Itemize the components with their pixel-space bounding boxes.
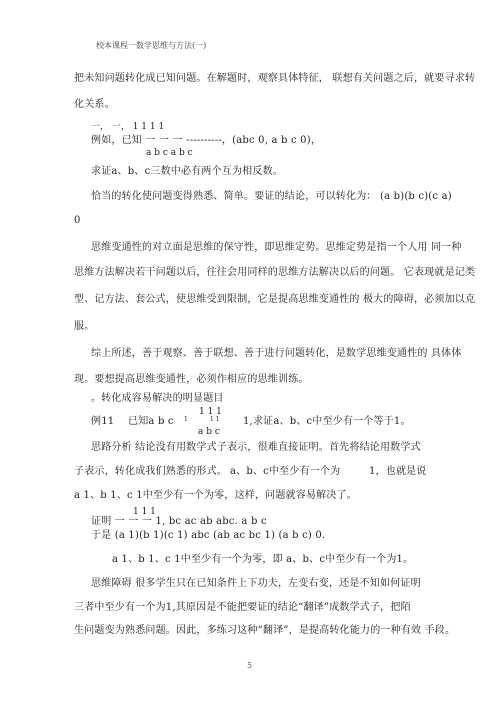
- obstacle-line: 生问题变为熟悉问题。因此，多练习这种“翻译”，是提高转化能力的一种有效 手段。: [74, 625, 456, 636]
- analysis-line: 思路分析 结论没有用数学式子表示，很难直接证明。首先将结论用数学式: [91, 442, 421, 453]
- obstacle-line: 思维障碍 很多学生只在已知条件上下功夫，左变右变，还是不知如何证明: [91, 578, 421, 589]
- example-denominators: a b c a b c: [146, 148, 193, 158]
- paragraph-line: 型、记方法、套公式，使思维受到限制，它是提高思维变通性的 极大的障碍，必须加以克: [74, 294, 476, 305]
- example-11-fractions-mid: 1 1: [210, 416, 220, 423]
- page-header: 校本课程一数学思维与方法(一): [96, 41, 207, 50]
- proof-line: 证明 一 一 一 1, bc ac ab abc. a b c: [91, 516, 267, 527]
- example-11-claim: 1,求证a、b、c中至少有一个等于1。: [243, 416, 411, 427]
- example-line: 例如，已知 一 一 一 ----------，(abc 0, a b c 0)，: [91, 135, 322, 146]
- analysis-line: 1，也就是说: [369, 466, 427, 477]
- paragraph-line: 恰当的转化使问题变得熟悉、简单。要证的结论，可以转化为： (a b)(b c)(c a): [91, 191, 452, 202]
- page-number: 5: [247, 661, 253, 670]
- paragraph-line: 0: [74, 215, 81, 226]
- paragraph-line: 服。: [74, 321, 95, 332]
- paragraph-line: 思维变通性的对立面是思维的保守性，即思维定势。思维定势是指一个人用 同一种: [91, 242, 462, 253]
- proof-then-line: 于是 (a 1)(b 1)(c 1) abc (ab ac bc 1) (a b c) 0.: [91, 530, 326, 541]
- example-11-label: 例11: [91, 416, 115, 427]
- example-11-fractions-top: 1 1 1: [199, 407, 222, 417]
- obstacle-line: 三者中至少有一个为1,其原因是不能把要证的结论“翻译”成数学式子，把陌: [74, 602, 411, 613]
- example-11-small-one: 1: [184, 416, 188, 423]
- analysis-line: a 1、b 1、c 1中至少有一个为零，这样，问题就容易解决了。: [74, 490, 357, 501]
- paragraph-line: 现。要想提高思维变通性，必须作相应的思维训练。: [74, 374, 309, 385]
- paragraph-line: 化关系。: [74, 99, 115, 110]
- analysis-line: 子表示，转化成我们熟悉的形式。: [74, 466, 227, 477]
- analysis-line: a、b、c中至少有一个为: [230, 466, 341, 477]
- example-numerators: 一， 一， 1 1 1 1: [91, 122, 165, 132]
- example-conclusion: 求证a、b、c三数中必有两个互为相反数。: [91, 166, 283, 177]
- proof-numerators: 1 1 1: [133, 507, 156, 517]
- example-11-denominators: a b c: [198, 427, 220, 437]
- paragraph-line: 思维方法解决若干问题以后，往往会用同样的思维方法解决以后的问题。 它表现就是记类: [74, 267, 476, 278]
- paragraph-line: 综上所述，善于观察、善于联想、善于进行问题转化，是数学思维变通性的 具体体: [91, 348, 462, 359]
- paragraph-line: 把未知问题转化成已知问题。在解题时，观察具体特征， 联想有关问题之后，就要寻求转: [74, 73, 476, 84]
- section-title: 。转化成容易解决的明显题目: [91, 393, 224, 404]
- example-11-given: 已知a b c: [128, 416, 174, 427]
- proof-conclusion-line: a 1、b 1、c 1中至少有一个为零，即 a、b、c中至少有一个为1。: [112, 554, 414, 565]
